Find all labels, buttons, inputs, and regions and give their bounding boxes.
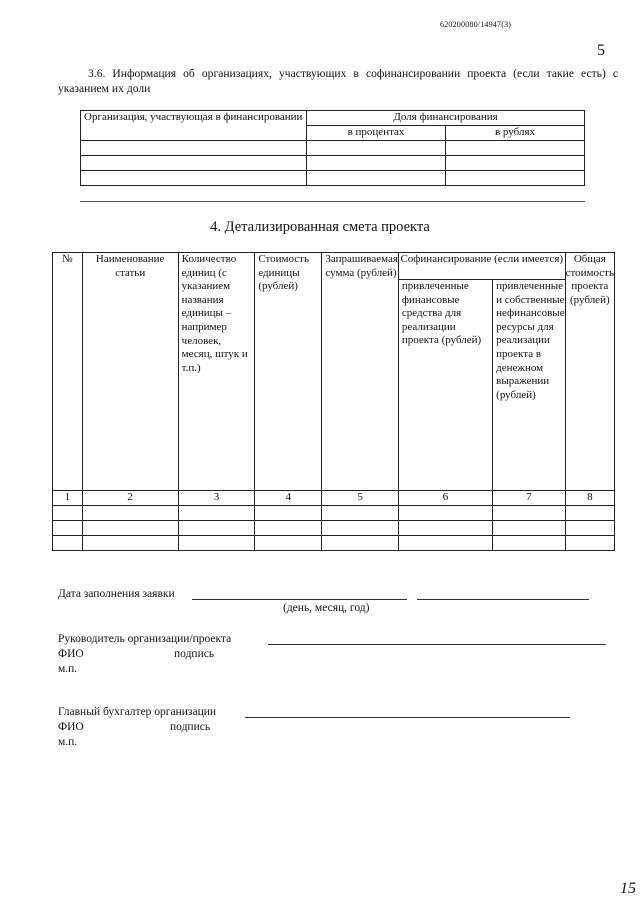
section-3-6-text: 3.6. Информация об организациях, участвующих в софинансировании проекта (если такие есть) с указанием их доли [58,67,618,95]
head-fio: ФИО [58,648,84,660]
column-number: 6 [398,491,492,506]
table-row [81,141,585,156]
head-stamp-label: м.п. [58,663,78,675]
date-input-line-2[interactable] [417,587,589,600]
date-hint: (день, месяц, год) [283,602,370,614]
cofinancing-organizations-table [80,110,585,186]
page-number: 5 [597,42,605,59]
divider-line [80,201,585,202]
header-organization: Организация, участвующая в финансировании [81,111,307,141]
table-row [81,156,585,171]
accountant-signature-label: подпись [170,721,211,733]
accountant-stamp-label: м.п. [58,736,78,748]
header-item-name: Наименование статьи [82,253,178,491]
handwritten-page-number: 15 [620,880,636,897]
header-cofinancing: Софинансирование (если имеется) [398,253,565,280]
document-code: 620200080/14947(3) [440,20,512,29]
head-signature-label: подпись [174,648,215,660]
header-rubles: в рублях [446,126,585,141]
date-label: Дата заполнения заявки [58,588,175,600]
head-label: Руководитель организации/проекта [58,633,232,645]
table-row [53,521,615,536]
column-numbers-row [53,491,615,506]
header-number: № [53,253,83,491]
header-percent: в процентах [307,126,446,141]
header-requested-sum: Запрашиваемая сумма (рублей) [322,253,399,491]
head-signature-line[interactable] [268,632,606,645]
date-input-line[interactable] [192,587,407,600]
header-quantity: Количество единиц (с указанием названия единицы – например человек, месяц, штук и т.п.) [178,253,255,491]
section-4-title: 4. Детализированная смета проекта [210,219,430,235]
header-cofin-nonfinancial: привлеченные и собственные нефинансовые ресурсы для реализации проекта в денежном выражении (рублей) [493,280,565,491]
column-number: 3 [178,491,255,506]
column-number: 4 [255,491,322,506]
budget-table [52,252,615,551]
accountant-label: Главный бухгалтер организации [58,706,217,718]
header-cofin-attracted: привлеченные финансовые средства для реализации проекта (рублей) [398,280,492,491]
column-number: 1 [53,491,83,506]
table-row [81,171,585,186]
table-row [53,536,615,551]
column-number: 2 [82,491,178,506]
column-number: 8 [565,491,614,506]
header-total-cost: Общая стоимость проекта (рублей) [565,253,614,491]
header-financing-share: Доля финансирования [307,111,585,126]
accountant-signature-line[interactable] [245,705,570,718]
header-unit-cost: Стоимость единицы (рублей) [255,253,322,491]
accountant-fio: ФИО [58,721,84,733]
column-number: 5 [322,491,399,506]
column-number: 7 [493,491,565,506]
table-row [53,506,615,521]
